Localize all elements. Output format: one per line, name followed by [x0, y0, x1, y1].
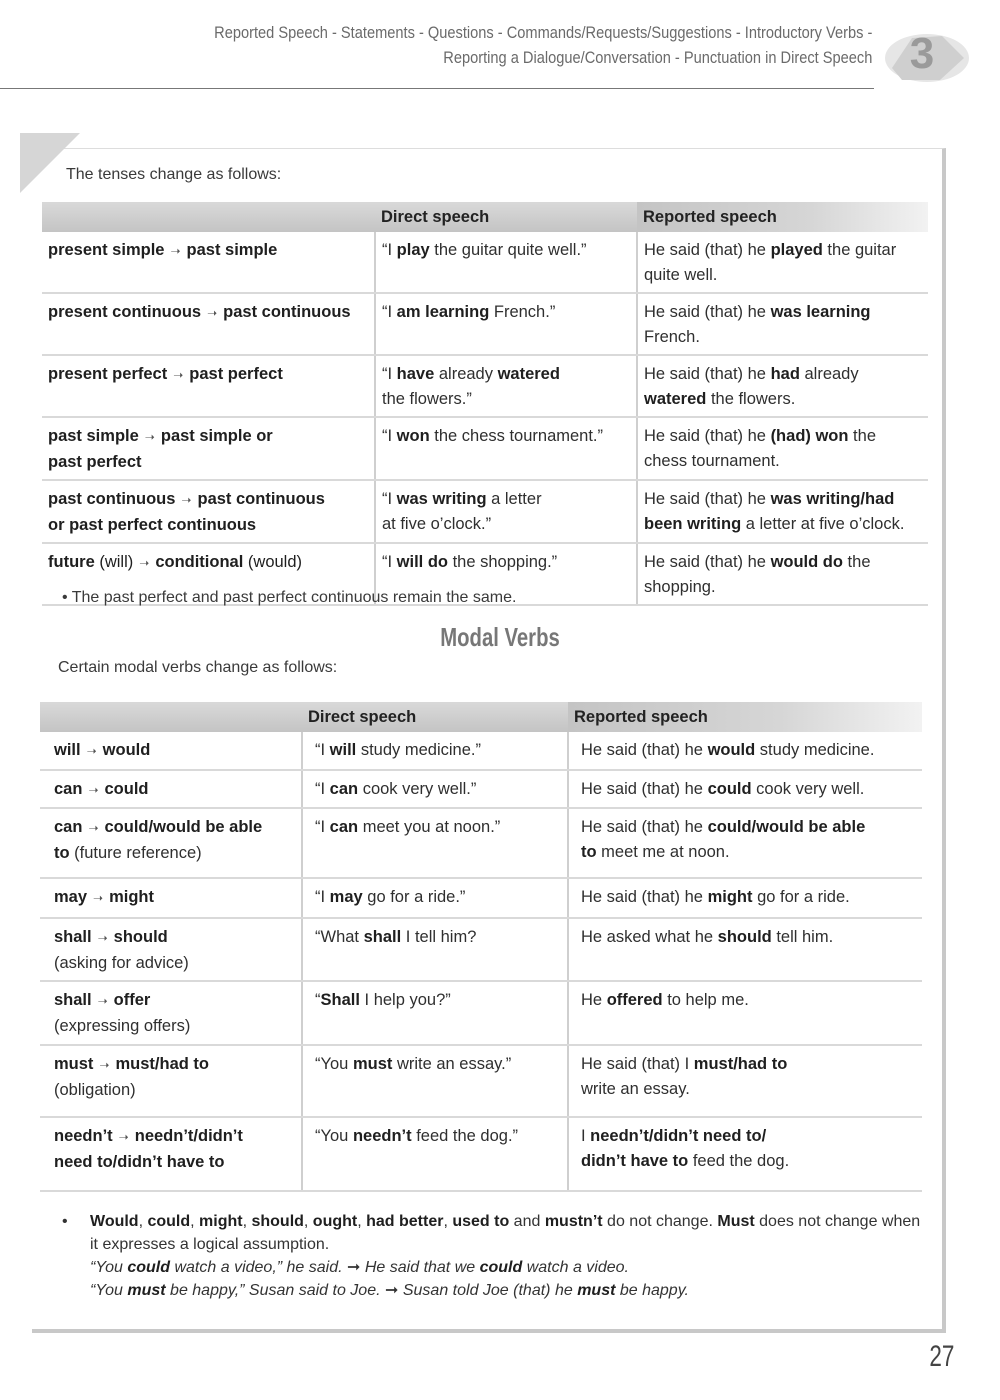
arrow-icon: ➝: [207, 306, 218, 320]
tense-change: future (will) ➝ conditional (would): [42, 543, 375, 605]
modal-reported: He offered to help me.: [568, 981, 922, 1045]
modal-row: [40, 732, 922, 770]
modal-change: shall ➝ should (asking for advice): [40, 918, 302, 981]
tense-change: present perfect ➝ past perfect: [42, 355, 375, 417]
tenses-header-row: [42, 202, 928, 232]
tenses-note: • The past perfect and past perfect continuous remain the same.: [62, 589, 517, 606]
tense-direct: “I will do the shopping.”: [375, 543, 637, 605]
arrow-icon: ➝: [173, 368, 184, 382]
tenses-intro: The tenses change as follows:: [66, 166, 282, 183]
tense-row: [42, 293, 928, 355]
arrow-icon: ➝: [86, 744, 97, 758]
tense-reported: He said (that) he had already watered the flowers.: [637, 355, 928, 417]
modal-direct: “I can cook very well.”: [302, 770, 568, 808]
arrow-icon: ➝: [170, 244, 181, 258]
tense-direct: “I play the guitar quite well.”: [375, 232, 637, 293]
modal-reported: He said (that) he might go for a ride.: [568, 878, 922, 918]
tense-row: [42, 232, 928, 293]
tense-row: [42, 355, 928, 417]
arrow-icon: ➝: [88, 783, 99, 797]
arrow-icon: ➝: [99, 1058, 110, 1072]
modal-row: [40, 808, 922, 878]
modal-reported-header: Reported speech: [568, 702, 922, 732]
modal-direct: “I may go for a ride.”: [302, 878, 568, 918]
tenses-reported-header: Reported speech: [637, 202, 928, 232]
tense-reported: He said (that) he would do the shopping.: [637, 543, 928, 605]
tense-change: past continuous ➝ past continuous or past perfect continuous: [42, 480, 375, 543]
tense-direct: “I have already watered the flowers.”: [375, 355, 637, 417]
modal-change: can ➝ could: [40, 770, 302, 808]
tense-direct: “I was writing a letter at five o’clock.”: [375, 480, 637, 543]
modal-direct-header: Direct speech: [302, 702, 568, 732]
tense-change: present simple ➝ past simple: [42, 232, 375, 293]
bullet-example-2: “You must be happy,” Susan said to Joe. ➞ Susan told Joe (that) he must be happy.: [90, 1282, 689, 1299]
modal-reported: He asked what he should tell him.: [568, 918, 922, 981]
panel-corner: [20, 133, 80, 193]
modal-row: [40, 981, 922, 1045]
arrow-icon: ➝: [118, 1130, 129, 1144]
modal-direct: “What shall I tell him?: [302, 918, 568, 981]
modal-change: needn’t ➝ needn’t/didn’t need to/didn’t have to: [40, 1117, 302, 1191]
bullet-example-1: “You could watch a video,” he said. ➞ He said that we could watch a video.: [90, 1259, 629, 1276]
modal-direct: “You must write an essay.”: [302, 1045, 568, 1117]
modal-intro: Certain modal verbs change as follows:: [58, 659, 338, 676]
page-number: 27: [928, 1340, 954, 1373]
modal-change: may ➝ might: [40, 878, 302, 918]
modal-change: can ➝ could/would be able to (future reference): [40, 808, 302, 878]
modal-direct: “I can meet you at noon.”: [302, 808, 568, 878]
arrow-icon: ➝: [93, 891, 104, 905]
tense-row: [42, 480, 928, 543]
tense-reported: He said (that) he was writing/had been writing a letter at five o’clock.: [637, 480, 928, 543]
modal-row: [40, 770, 922, 808]
tenses-direct-header: Direct speech: [375, 202, 637, 232]
unit-number: 3: [909, 29, 935, 78]
modal-direct: “Shall I help you?”: [302, 981, 568, 1045]
tense-reported: He said (that) he was learning French.: [637, 293, 928, 355]
modal-row: [40, 878, 922, 918]
tense-direct: “I am learning French.”: [375, 293, 637, 355]
bullet-line: Would, could, might, should, ought, had better, used to and mustn’t do not change. Must does not change when it expresses a logical assumption.: [90, 1213, 921, 1253]
modal-row: [40, 1045, 922, 1117]
arrow-icon: ➝: [97, 931, 108, 945]
arrow-icon: ➝: [144, 430, 155, 444]
arrow-icon: ➝: [88, 821, 99, 835]
modal-change: will ➝ would: [40, 732, 302, 770]
running-header: [214, 20, 872, 70]
modal-row: [40, 1117, 922, 1191]
modal-direct: “I will study medicine.”: [302, 732, 568, 770]
unit-badge-icon: [872, 18, 972, 88]
modal-reported: He said (that) he could cook very well.: [568, 770, 922, 808]
modal-reported: He said (that) I must/had to write an essay.: [568, 1045, 922, 1117]
modal-reported: I needn’t/didn’t need to/ didn’t have to feed the dog.: [568, 1117, 922, 1191]
tense-reported: He said (that) he played the guitar quite well.: [637, 232, 928, 293]
header-line-1: Reported Speech - Statements - Questions - Commands/Requests/Suggestions - Introductory Verbs -: [213, 23, 872, 42]
bullet-dot: •: [62, 1213, 68, 1230]
modal-header-row: [40, 702, 922, 732]
arrow-icon: ➝: [181, 493, 192, 507]
tense-change: past simple ➝ past simple or past perfect: [42, 417, 375, 480]
tense-direct: “I won the chess tournament.”: [375, 417, 637, 480]
modal-change: shall ➝ offer (expressing offers): [40, 981, 302, 1045]
modal-reported: He said (that) he could/would be able to meet me at noon.: [568, 808, 922, 878]
modal-change: must ➝ must/had to (obligation): [40, 1045, 302, 1117]
modal-verbs-title: Modal Verbs: [440, 622, 560, 652]
header-rule: [0, 88, 874, 89]
tense-reported: He said (that) he (had) won the chess tournament.: [637, 417, 928, 480]
modal-reported: He said (that) he would study medicine.: [568, 732, 922, 770]
modal-direct: “You needn’t feed the dog.”: [302, 1117, 568, 1191]
header-line-2: Reporting a Dialogue/Conversation - Punctuation in Direct Speech: [442, 48, 872, 67]
tense-row: [42, 417, 928, 480]
tense-change: present continuous ➝ past continuous: [42, 293, 375, 355]
arrow-icon: ➝: [97, 994, 108, 1008]
arrow-icon: ➝: [139, 556, 150, 570]
modal-table: [40, 702, 922, 1192]
modal-row: [40, 918, 922, 981]
tenses-table: [42, 202, 928, 606]
